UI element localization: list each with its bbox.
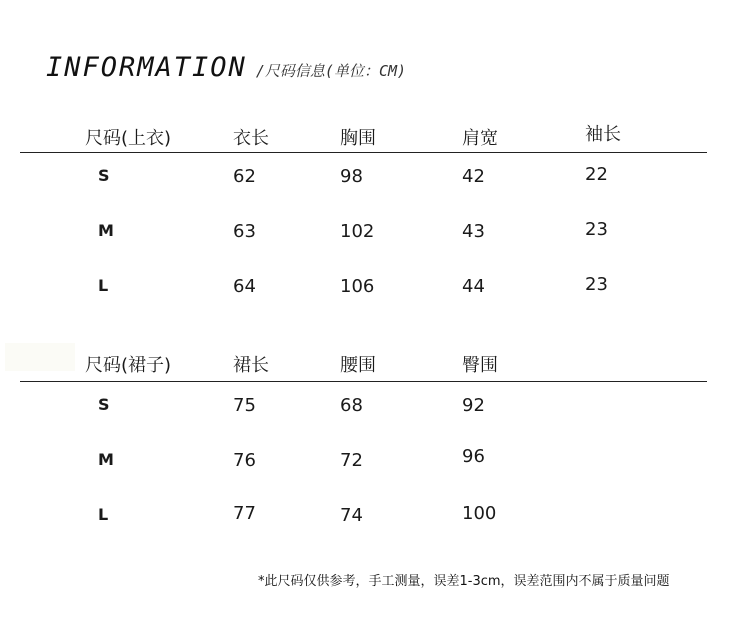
chest-cell: 106 bbox=[340, 276, 375, 297]
length-cell: 63 bbox=[233, 221, 256, 242]
chest-cell: 98 bbox=[340, 166, 363, 187]
measurement-note: *此尺码仅供参考，手工测量，误差1-3cm，误差范围内不属于质量问题 bbox=[258, 574, 670, 589]
skirt-length-cell: 76 bbox=[233, 450, 256, 471]
table-row bbox=[0, 436, 750, 491]
hip-cell: 96 bbox=[462, 446, 485, 467]
sleeve-cell: 22 bbox=[585, 164, 608, 185]
table-row bbox=[0, 491, 750, 546]
length-cell: 62 bbox=[233, 166, 256, 187]
header-size: 尺码(上衣) bbox=[85, 128, 172, 149]
sleeve-cell: 23 bbox=[585, 274, 608, 295]
header-hip: 臀围 bbox=[462, 355, 498, 376]
size-cell: L bbox=[98, 276, 109, 295]
sleeve-cell: 23 bbox=[585, 219, 608, 240]
table-row bbox=[0, 381, 750, 436]
header-shoulder: 肩宽 bbox=[462, 128, 498, 149]
header-skirt-length: 裙长 bbox=[233, 355, 269, 376]
tops-size-table bbox=[0, 118, 750, 317]
shoulder-cell: 42 bbox=[462, 166, 485, 187]
table-header bbox=[0, 118, 750, 152]
skirt-size-table bbox=[0, 345, 750, 546]
table-header bbox=[0, 345, 750, 379]
title-sub: /尺码信息(单位：CM) bbox=[255, 62, 407, 80]
header-sleeve: 袖长 bbox=[585, 124, 621, 145]
shoulder-cell: 44 bbox=[462, 276, 485, 297]
title-main: INFORMATION bbox=[46, 52, 247, 83]
skirt-length-cell: 75 bbox=[233, 395, 256, 416]
page-title bbox=[46, 52, 406, 83]
header-chest: 胸围 bbox=[340, 128, 376, 149]
table-row bbox=[0, 207, 750, 262]
size-cell: S bbox=[98, 395, 110, 414]
waist-cell: 68 bbox=[340, 395, 363, 416]
waist-cell: 72 bbox=[340, 450, 363, 471]
hip-cell: 100 bbox=[462, 503, 497, 524]
length-cell: 64 bbox=[233, 276, 256, 297]
shoulder-cell: 43 bbox=[462, 221, 485, 242]
header-size: 尺码(裙子) bbox=[85, 355, 172, 376]
header-waist: 腰围 bbox=[340, 355, 376, 376]
table-row bbox=[0, 152, 750, 207]
chest-cell: 102 bbox=[340, 221, 375, 242]
size-cell: M bbox=[98, 450, 114, 469]
skirt-length-cell: 77 bbox=[233, 503, 256, 524]
size-cell: M bbox=[98, 221, 114, 240]
size-cell: S bbox=[98, 166, 110, 185]
hip-cell: 92 bbox=[462, 395, 485, 416]
table-row bbox=[0, 262, 750, 317]
header-length: 衣长 bbox=[233, 128, 269, 149]
size-cell: L bbox=[98, 505, 109, 524]
waist-cell: 74 bbox=[340, 505, 363, 526]
